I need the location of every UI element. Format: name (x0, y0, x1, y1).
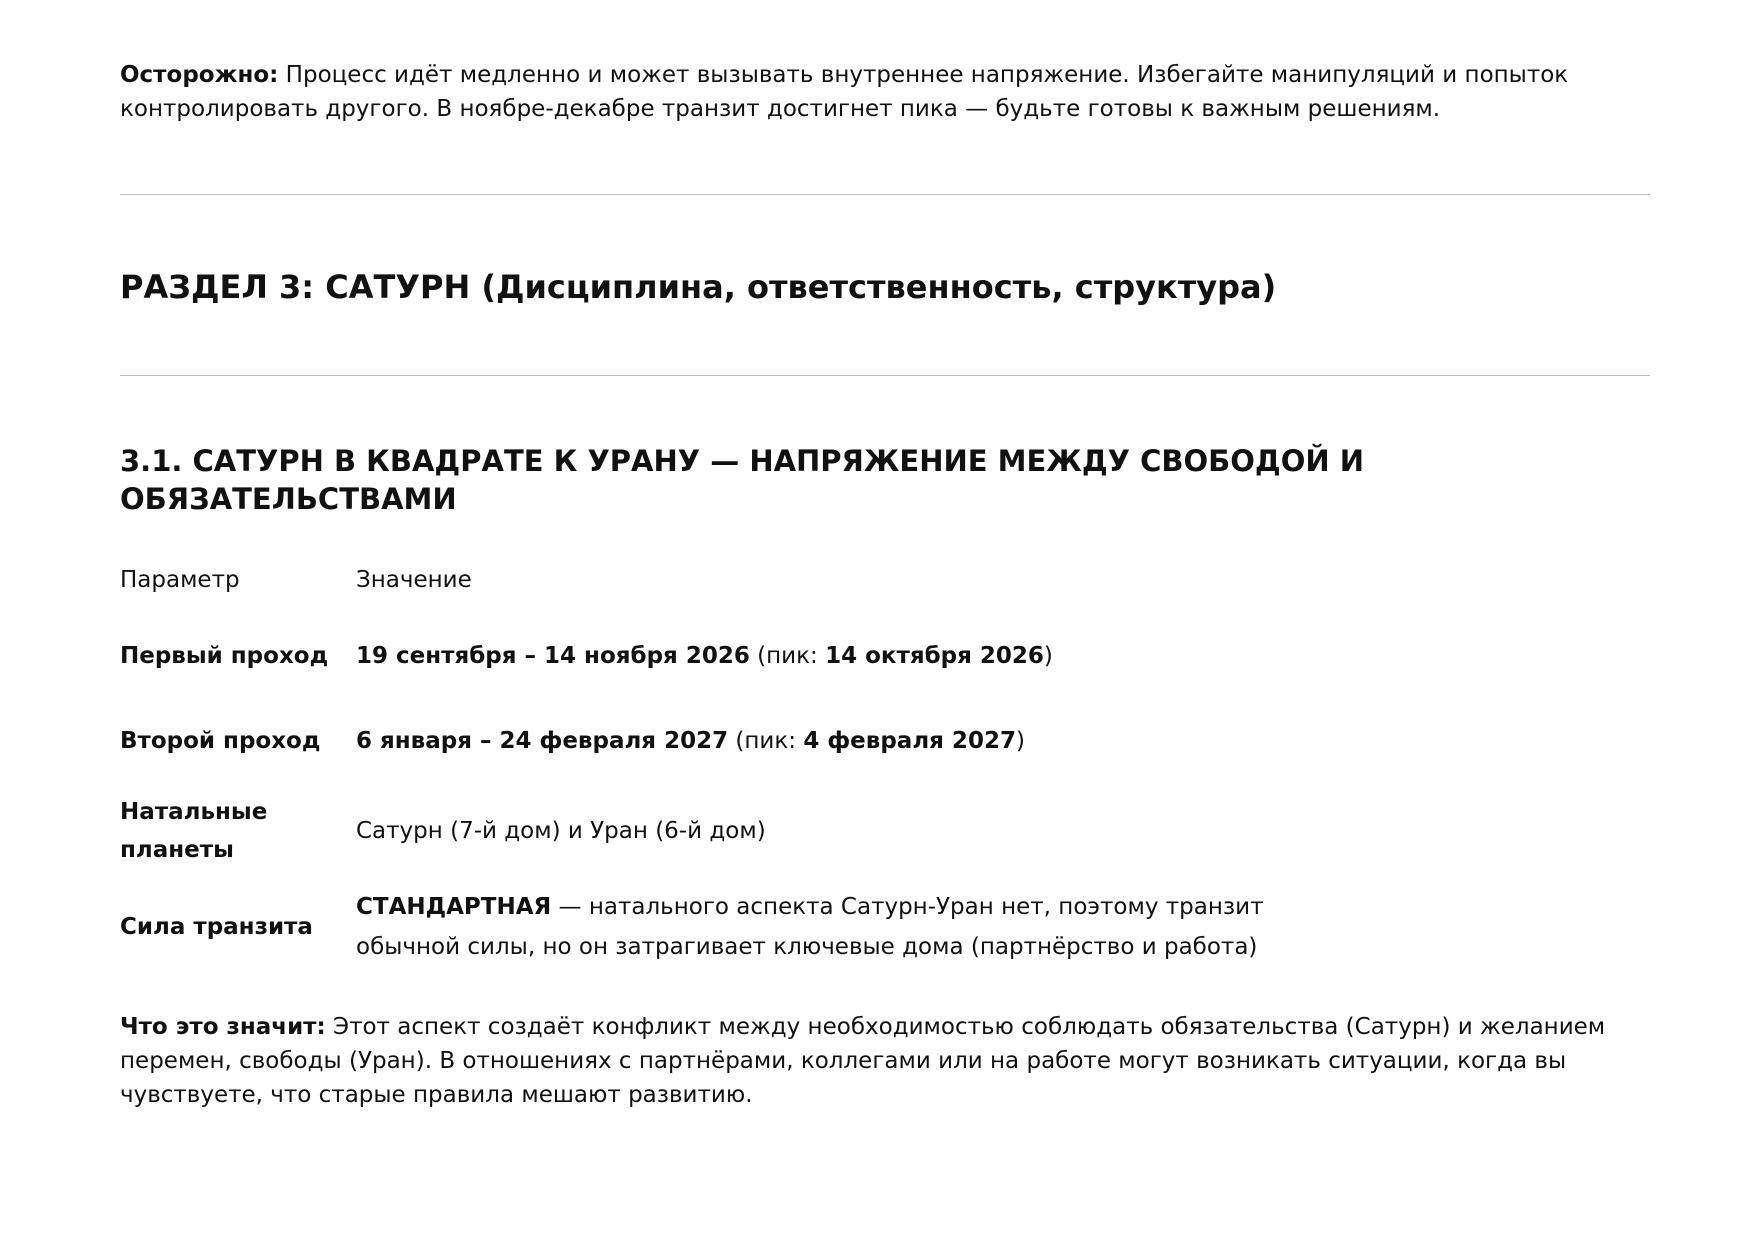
divider (120, 375, 1650, 376)
meaning-text: Этот аспект создаёт конфликт между необходимостью соблюдать обязательства (Сатурн) и желанием перемен, свободы (Уран). В отношениях с партнёрами, коллегами или на работе могут возникать ситуации, когда вы чувствуете, что старые правила мешают развитию. (120, 1014, 1606, 1108)
subsection-title: 3.1. САТУРН В КВАДРАТЕ К УРАНУ — НАПРЯЖЕНИЕ МЕЖДУ СВОБОДОЙ И ОБЯЗАТЕЛЬСТВАМИ (120, 444, 1365, 516)
table-row (120, 876, 1316, 972)
value-second-pass: 6 января – 24 февраля 2027 (пик: 4 февраля 2027) (356, 728, 1025, 754)
section-title: РАЗДЕЛ 3: САТУРН (Дисциплина, ответственность, структура) (120, 268, 1277, 306)
table-header-row (120, 562, 1316, 598)
param-transit-strength: Сила транзита (120, 914, 313, 940)
value-first-pass: 19 сентября – 14 ноября 2026 (пик: 14 октября 2026) (356, 643, 1053, 669)
meaning-label: Что это значит: (120, 1014, 326, 1040)
value-transit-strength: СТАНДАРТНАЯ — натального аспекта Сатурн-Уран нет, поэтому транзит обычной силы, но он затрагивает ключевые дома (партнёрство и работа) (356, 894, 1264, 960)
caution-paragraph (120, 58, 1650, 126)
table-row (120, 786, 1316, 876)
value-natal-planets: Сатурн (7-й дом) и Уран (6-й дом) (356, 818, 766, 844)
table-row (120, 598, 1316, 696)
table-row (120, 696, 1316, 786)
divider (120, 194, 1650, 195)
param-second-pass: Второй проход (120, 728, 321, 754)
caution-text: Процесс идёт медленно и может вызывать внутреннее напряжение. Избегайте манипуляций и попыток контролировать другого. В ноябре-декабре транзит достигнет пика — будьте готовы к важным решениям. (120, 62, 1569, 122)
meaning-paragraph (120, 1010, 1650, 1112)
param-natal-planets: Натальные планеты (120, 799, 268, 863)
document-page (120, 58, 1650, 1135)
header-parameter: Параметр (120, 567, 240, 593)
caution-label: Осторожно: (120, 62, 279, 88)
parameters-table (120, 562, 1316, 972)
header-value: Значение (356, 567, 472, 593)
param-first-pass: Первый проход (120, 643, 329, 669)
